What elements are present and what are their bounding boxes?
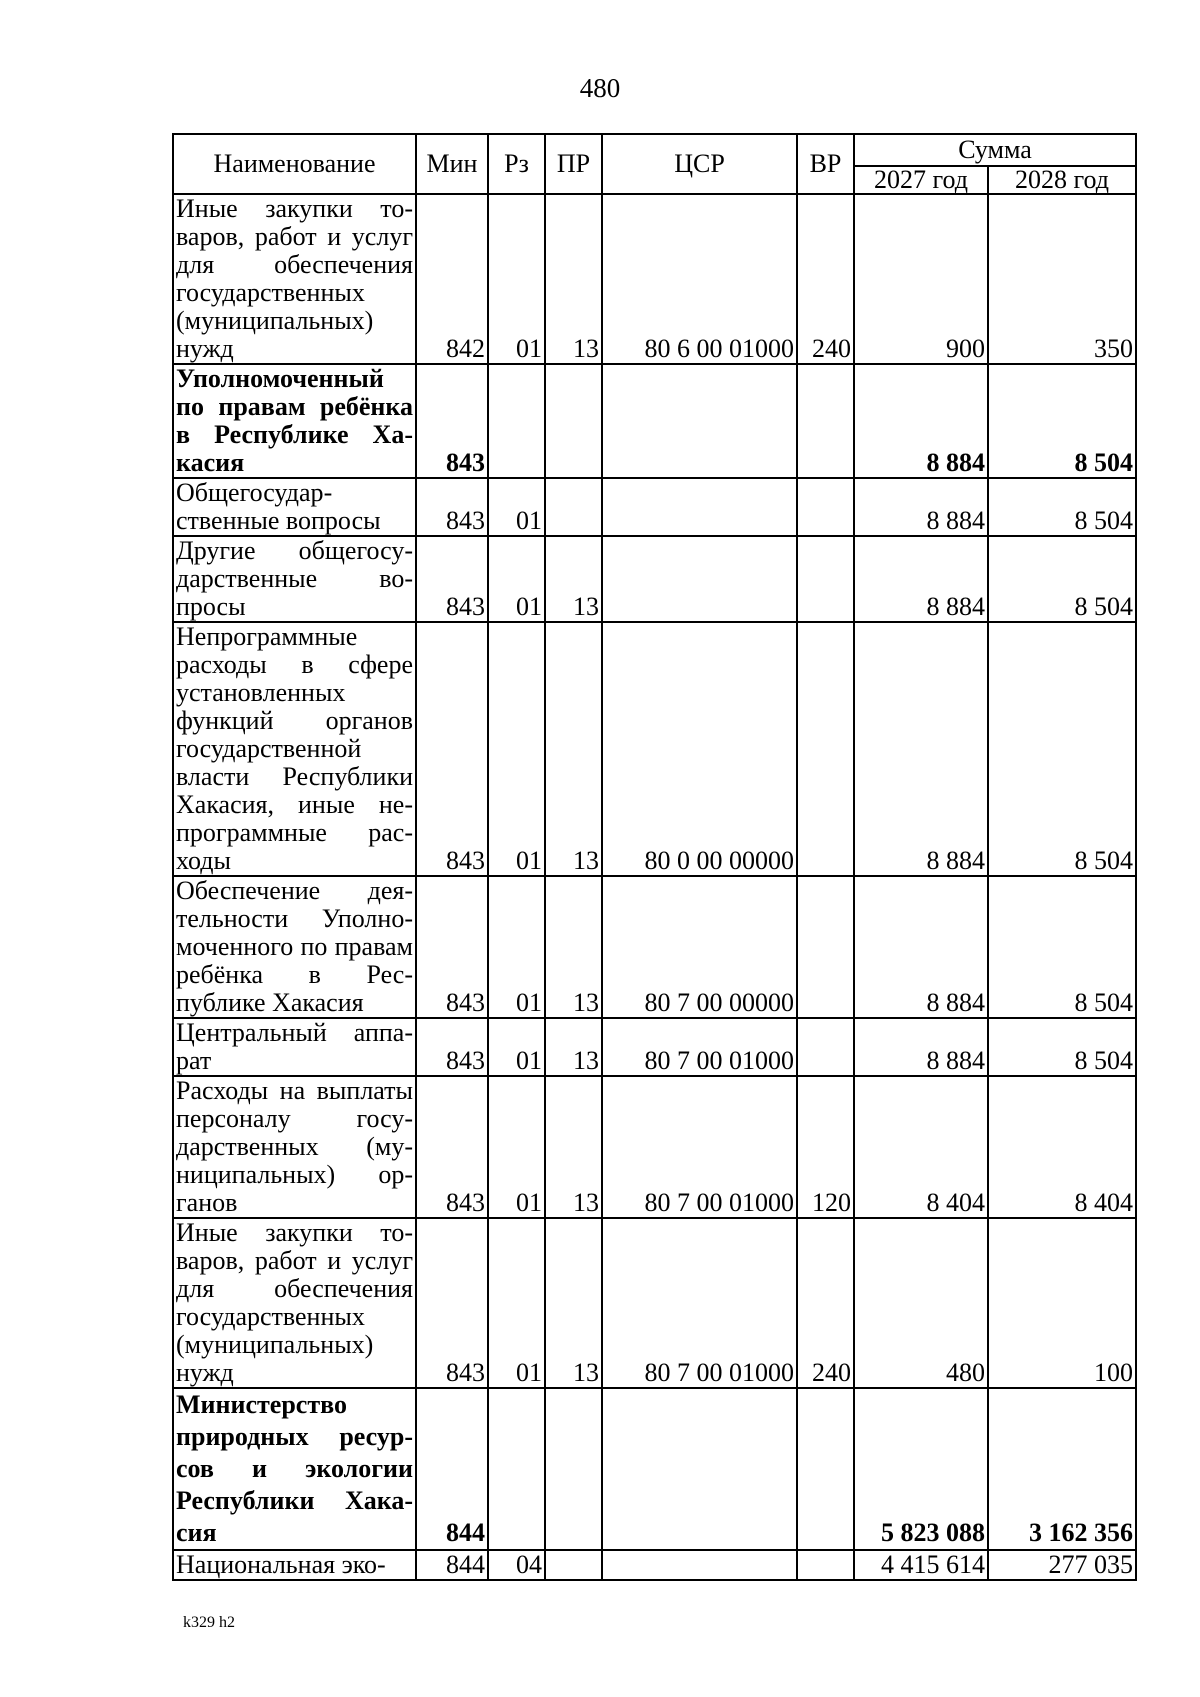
row-vr — [797, 364, 854, 478]
row-pr: 13 — [545, 1018, 602, 1076]
row-min: 843 — [416, 536, 488, 622]
row-rz: 01 — [488, 536, 545, 622]
row-pr: 13 — [545, 1076, 602, 1218]
row-pr: 13 — [545, 1218, 602, 1388]
table-row — [173, 1218, 1136, 1388]
row-min: 843 — [416, 1076, 488, 1218]
row-sum-2028: 350 — [988, 194, 1136, 364]
row-csr: 80 7 00 00000 — [602, 876, 797, 1018]
row-sum-2028: 8 404 — [988, 1076, 1136, 1218]
row-rz: 01 — [488, 1018, 545, 1076]
row-pr: 13 — [545, 194, 602, 364]
row-sum-2028: 8 504 — [988, 536, 1136, 622]
row-csr — [602, 1388, 797, 1550]
row-sum-2028: 8 504 — [988, 364, 1136, 478]
row-csr — [602, 478, 797, 536]
table-row — [173, 194, 1136, 364]
row-sum-2028: 8 504 — [988, 478, 1136, 536]
row-rz: 01 — [488, 1076, 545, 1218]
row-name: Другие общегосударственные вопросы — [173, 536, 416, 622]
row-sum-2027: 8 884 — [854, 622, 988, 876]
row-pr — [545, 364, 602, 478]
row-sum-2027: 480 — [854, 1218, 988, 1388]
row-name: Иные закупки товаров, работ и услуг для обеспечения государственных (муниципальных) нужд — [173, 1218, 416, 1388]
footer-code: k329 h2 — [183, 1614, 235, 1631]
row-sum-2027: 900 — [854, 194, 988, 364]
table-row — [173, 364, 1136, 478]
table-row — [173, 876, 1136, 1018]
table-row — [173, 1018, 1136, 1076]
row-sum-2028: 8 504 — [988, 876, 1136, 1018]
row-sum-2027: 5 823 088 — [854, 1388, 988, 1550]
row-min: 843 — [416, 622, 488, 876]
row-sum-2028: 3 162 356 — [988, 1388, 1136, 1550]
row-name: Непрограммные расходы в сфере установленных функций органов государственной власти Республики Хакасия, иные непрограммные расходы — [173, 622, 416, 876]
row-name: Расходы на выплаты персоналу государственных (муниципальных) органов — [173, 1076, 416, 1218]
row-csr: 80 6 00 01000 — [602, 194, 797, 364]
row-pr: 13 — [545, 876, 602, 1018]
row-csr: 80 7 00 01000 — [602, 1018, 797, 1076]
row-vr — [797, 1550, 854, 1580]
row-rz: 01 — [488, 622, 545, 876]
table-row — [173, 536, 1136, 622]
row-name: Центральный аппарат — [173, 1018, 416, 1076]
row-vr — [797, 622, 854, 876]
row-rz: 04 — [488, 1550, 545, 1580]
row-csr: 80 7 00 01000 — [602, 1076, 797, 1218]
row-min: 843 — [416, 1018, 488, 1076]
row-vr — [797, 876, 854, 1018]
row-vr — [797, 478, 854, 536]
row-sum-2028: 8 504 — [988, 622, 1136, 876]
header-csr: ЦСР — [602, 134, 797, 194]
table-row — [173, 1550, 1136, 1580]
row-name: Общегосударственные вопросы — [173, 478, 416, 536]
row-sum-2027: 8 884 — [854, 478, 988, 536]
header-pr: ПР — [545, 134, 602, 194]
row-name: Национальная эко- — [173, 1550, 416, 1580]
row-name: Обеспечение деятельности Уполномоченного по правам ребёнка в Республике Хакасия — [173, 876, 416, 1018]
row-csr: 80 0 00 00000 — [602, 622, 797, 876]
row-csr — [602, 536, 797, 622]
row-sum-2028: 277 035 — [988, 1550, 1136, 1580]
header-sum: Сумма — [854, 134, 1136, 166]
budget-table — [172, 133, 1137, 1581]
row-vr — [797, 1018, 854, 1076]
row-name: Иные закупки товаров, работ и услуг для обеспечения государственных (муниципальных) нужд — [173, 194, 416, 364]
row-min: 843 — [416, 364, 488, 478]
row-sum-2027: 8 884 — [854, 1018, 988, 1076]
row-sum-2028: 8 504 — [988, 1018, 1136, 1076]
row-rz: 01 — [488, 1218, 545, 1388]
row-vr — [797, 1388, 854, 1550]
row-min: 843 — [416, 478, 488, 536]
row-min: 843 — [416, 1218, 488, 1388]
row-name: Министерство природных ресурсов и экологии Республики Хакасия — [173, 1388, 416, 1550]
row-min: 842 — [416, 194, 488, 364]
row-name: Уполномоченный по правам ребёнка в Республике Хакасия — [173, 364, 416, 478]
row-rz — [488, 1388, 545, 1550]
page-number: 480 — [579, 73, 621, 103]
row-sum-2028: 100 — [988, 1218, 1136, 1388]
row-min: 844 — [416, 1388, 488, 1550]
row-sum-2027: 4 415 614 — [854, 1550, 988, 1580]
header-rz: Рз — [488, 134, 545, 194]
header-vr: ВР — [797, 134, 854, 194]
row-min: 843 — [416, 876, 488, 1018]
row-sum-2027: 8 884 — [854, 876, 988, 1018]
table-row — [173, 1388, 1136, 1550]
row-pr — [545, 478, 602, 536]
row-sum-2027: 8 884 — [854, 536, 988, 622]
table-row — [173, 478, 1136, 536]
row-rz: 01 — [488, 876, 545, 1018]
row-pr — [545, 1550, 602, 1580]
header-name: Наименование — [173, 134, 416, 194]
table-row — [173, 622, 1136, 876]
row-csr — [602, 1550, 797, 1580]
table-row — [173, 1076, 1136, 1218]
row-vr: 120 — [797, 1076, 854, 1218]
row-pr: 13 — [545, 536, 602, 622]
row-sum-2027: 8 404 — [854, 1076, 988, 1218]
header-year-2027: 2027 год — [854, 166, 988, 194]
row-sum-2027: 8 884 — [854, 364, 988, 478]
row-pr: 13 — [545, 622, 602, 876]
row-rz: 01 — [488, 478, 545, 536]
row-min: 844 — [416, 1550, 488, 1580]
row-vr: 240 — [797, 1218, 854, 1388]
row-vr: 240 — [797, 194, 854, 364]
row-csr — [602, 364, 797, 478]
row-rz: 01 — [488, 194, 545, 364]
row-pr — [545, 1388, 602, 1550]
row-rz — [488, 364, 545, 478]
row-csr: 80 7 00 01000 — [602, 1218, 797, 1388]
header-year-2028: 2028 год — [988, 166, 1136, 194]
header-min: Мин — [416, 134, 488, 194]
row-vr — [797, 536, 854, 622]
